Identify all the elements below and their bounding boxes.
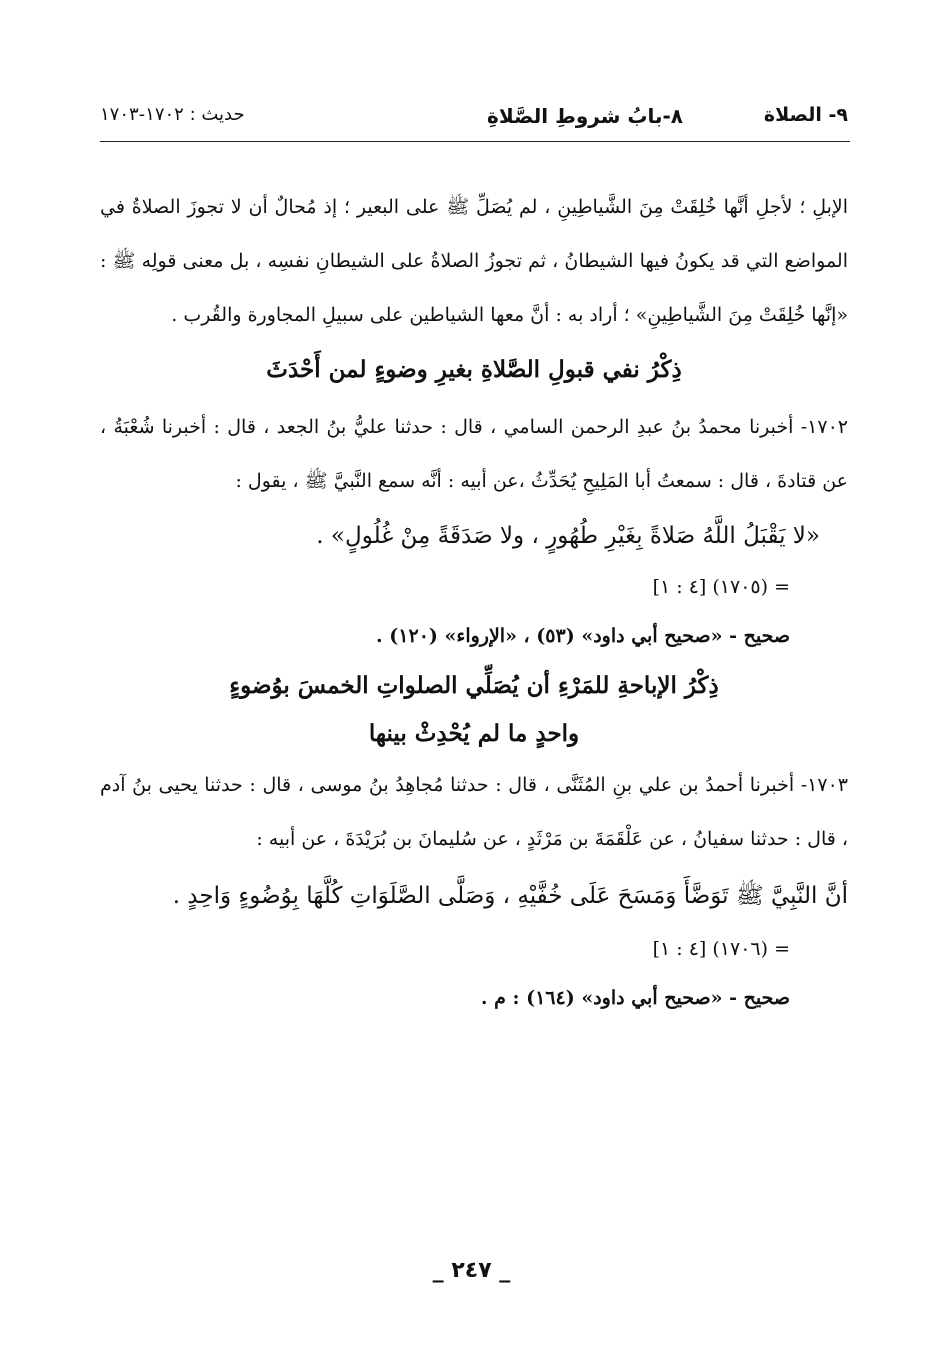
- header-hadith-range: حديث : ١٧٠٢-١٧٠٣: [100, 104, 245, 125]
- header-rule: [100, 141, 850, 142]
- header-chapter: ٩- الصلاة: [763, 104, 848, 126]
- section2-isnad: ١٧٠٣- أخبرنا أحمدُ بن علي بنِ المُثَنَّى ، قال : حدثنا مُجاهِدُ بنُ موسى ، قال : حدثنا يحيى بنُ آدم ، قال : حدثنا سفيانُ ، عن عَلْقَمَةَ بن مَرْثَدٍ ، عن سُليمانَ بن بُرَيْدَةَ ، عن أبيه :: [100, 774, 848, 850]
- section2-reference: = (١٧٠٦) [٤ : ١]: [652, 938, 790, 960]
- section2-title-line1: ذِكْرُ الإباحةِ للمَرْءِ أن يُصَلِّي الصلواتِ الخمسَ بوُضوءٍ: [229, 672, 719, 699]
- section2-grade: صحيح - «صحيح أبي داود» (١٦٤) : م .: [480, 987, 790, 1009]
- section2-title-line2: واحدٍ ما لم يُحْدِثْ بينها: [368, 720, 580, 747]
- section1-grade: صحيح - «صحيح أبي داود» (٥٣) ، «الإرواء» (١٢٠) .: [376, 625, 790, 647]
- page-number: _ ٢٤٧ _: [432, 1258, 511, 1283]
- running-header: [100, 104, 848, 134]
- section2-matn: أنَّ النَّبِيَّ ﷺ تَوَضَّأَ وَمَسَحَ عَلَى خُفَّيْهِ ، وَصَلَّى الصَّلَوَاتِ كُلَّهَا بِوُضُوءٍ وَاحِدٍ .: [172, 883, 848, 909]
- section1-title: ذِكْرُ نفي قبولِ الصَّلاةِ بغيرِ وضوءٍ لمن أَحْدَثَ: [266, 356, 682, 383]
- header-section: ٨-بابُ شروطِ الصَّلاةِ: [487, 104, 683, 128]
- section1-reference: = (١٧٠٥) [٤ : ١]: [652, 576, 790, 598]
- section1-isnad: ١٧٠٢- أخبرنا محمدُ بنُ عبدِ الرحمن السامي ، قال : حدثنا عليُّ بنُ الجعد ، قال : أخبرنا شُعْبَةُ ، عن قتادةَ ، قال : سمعتُ أبا المَلِيحِ يُحَدِّثُ ،عن أبيه : أنَّه سمع النَّبيَّ ﷺ ، يقول :: [100, 416, 848, 492]
- intro-paragraph: الإبلِ ؛ لأجلِ أنَّها خُلِقَتْ مِنَ الشَّياطِينِ ، لم يُصَلِّ ﷺ على البعير ؛ إذ مُحالٌ أن لا تجوزَ الصلاةُ في المواضع التي قد يكونُ فيها الشيطانُ ، ثم تجوزُ الصلاةُ على الشيطانِ نفسِه ، بل معنى قولِه ﷺ : «إنَّها خُلِقَتْ مِنَ الشَّياطِينِ» ؛ أراد به : أنَّ معها الشياطين على سبيلِ المجاورة والقُرب .: [100, 196, 848, 326]
- section1-matn: «لا يَقْبَلُ اللَّهُ صَلاةً بِغَيْرِ طُهُورٍ ، ولا صَدَقَةً مِنْ غُلُولٍ» .: [316, 523, 820, 549]
- page-body: [100, 180, 848, 1024]
